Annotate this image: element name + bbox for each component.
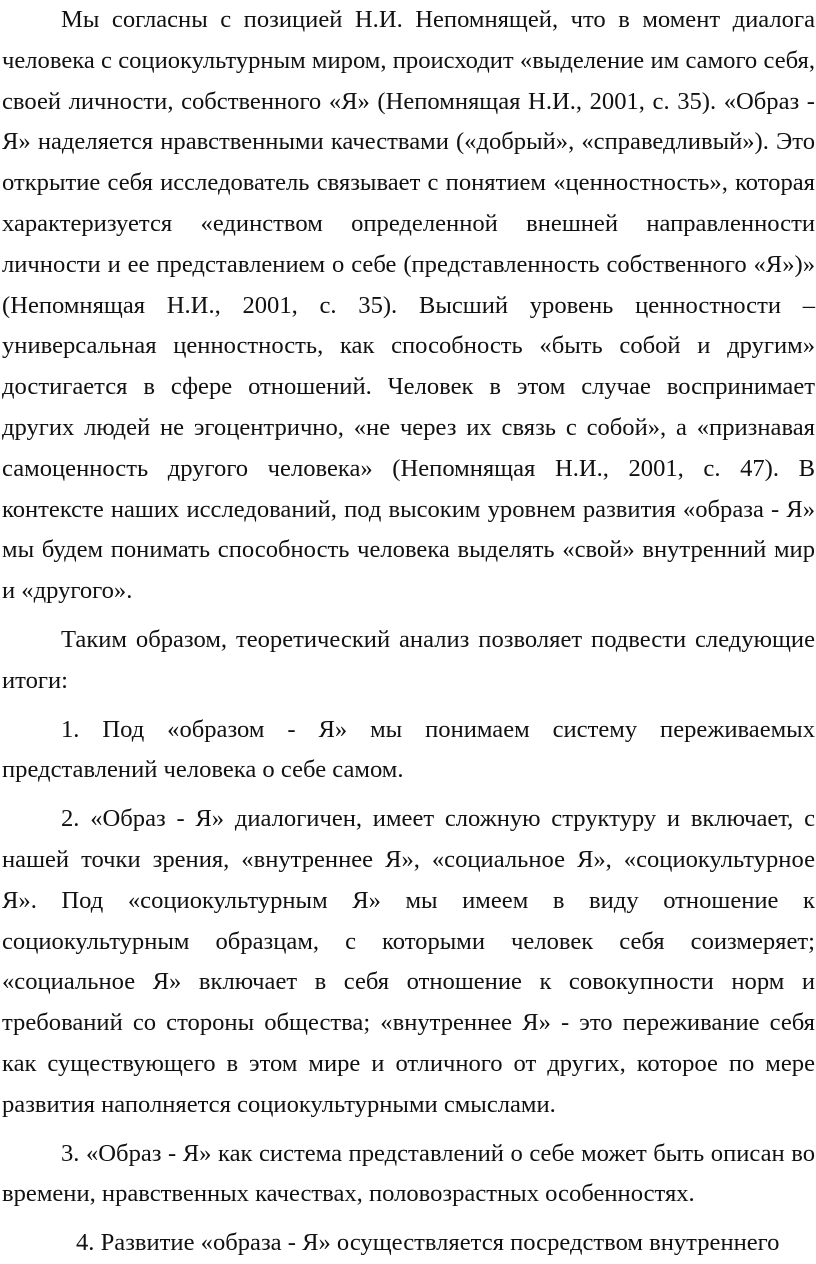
conclusion-item-1: 1. Под «образом - Я» мы понимаем систему переживаемых представлений человека о себе самом.: [2, 715, 815, 784]
paragraph-dialogue-position: Мы согласны с позицией Н.И. Непомнящей, что в момент диалога человека с социокультурным миром, происходит «выделение им самого себя, своей личности, собственного «Я» (Непомнящая Н.И., 2001, с. 35). «Образ - Я» наделяется нравственными качествами («добрый», «справедливый»). Это открытие себя исследователь связывает с понятием «ценностность», которая характеризуется «единством определенной внешней направленности личности и ее представлением о себе (представленность собственного «Я»)» (Непомнящая Н.И., 2001, с. 35). Высший уровень ценностности – универсальная ценностность, как способность «быть собой и другим» достигается в сфере отношений. Человек в этом случае воспринимает других людей не эгоцентрично, «не через их связь с собой», а «признавая самоценность другого человека» (Непомнящая Н.И., 2001, с. 47). В контексте наших исследований, под высоким уровнем развития «образа - Я» мы будем понимать способность человека выделять «свой» внутренний мир и «другого».: [2, 6, 815, 605]
conclusion-item-2: 2. «Образ - Я» диалогичен, имеет сложную структуру и включает, с нашей точки зрения, «внутреннее Я», «социальное Я», «социокультурное Я». Под «социокультурным Я» мы имеем в виду отношение к социокультурным образцам, с которыми человек себя соизмеряет; «социальное Я» включает в себя отношение к совокупности норм и требований со стороны общества; «внутреннее Я» - это переживание себя как существующего в этом мире и отличного от других, которое по мере развития наполняется социокультурными смыслами.: [2, 805, 815, 1118]
conclusion-item-4: 4. Развитие «образа - Я» осуществляется посредством внутреннего: [76, 1229, 780, 1257]
paragraph-summary-intro: Таким образом, теоретический анализ позволяет подвести следующие итоги:: [2, 625, 815, 694]
conclusion-item-3: 3. «Образ - Я» как система представлений о себе может быть описан во времени, нравственных качествах, половозрастных особенностях.: [2, 1139, 815, 1208]
